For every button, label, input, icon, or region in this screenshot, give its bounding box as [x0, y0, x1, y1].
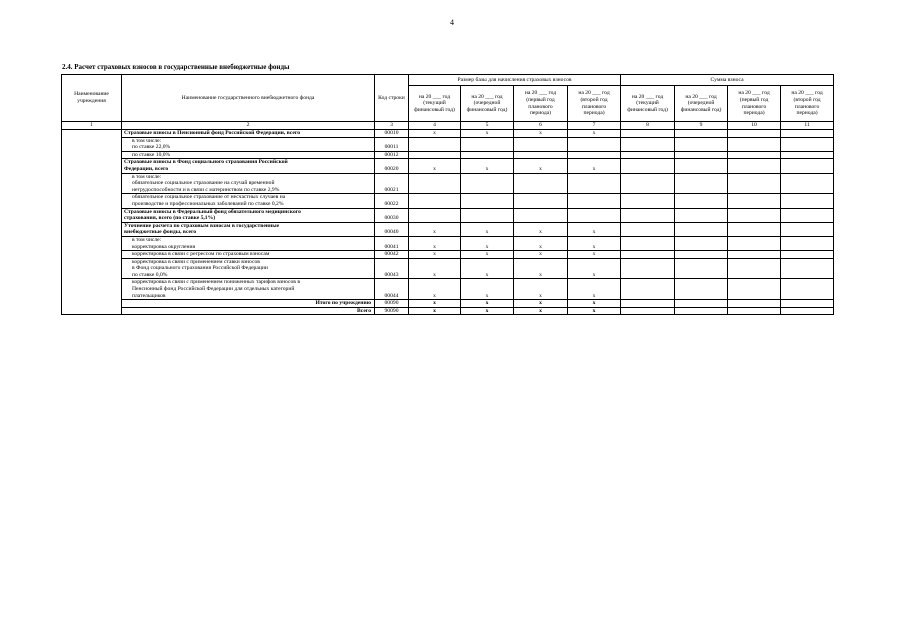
base-cell	[514, 137, 568, 151]
table-row	[62, 137, 834, 151]
row-name	[122, 236, 375, 250]
base-cell: x	[409, 300, 461, 308]
base-cell: x	[568, 300, 621, 308]
sum-cell[interactable]	[621, 208, 675, 222]
base-cell	[568, 151, 621, 159]
base-cell: x	[409, 222, 461, 236]
row-name	[122, 251, 375, 259]
row-name	[122, 159, 375, 173]
row-name	[122, 130, 375, 138]
header-year-col-5	[461, 86, 514, 122]
header-year-line: периода)	[529, 110, 552, 117]
sum-cell[interactable]	[728, 279, 781, 300]
column-number: 6	[514, 122, 568, 130]
header-year-line: (очередной	[687, 100, 715, 107]
base-cell	[461, 208, 514, 222]
sum-cell[interactable]	[728, 208, 781, 222]
table-row	[62, 279, 834, 300]
sum-cell[interactable]	[675, 258, 728, 279]
sum-cell[interactable]	[621, 151, 675, 159]
header-year-col-11	[781, 86, 834, 122]
total-label: Итого по учреждению	[122, 300, 375, 308]
section-title: 2.4. Расчет страховых взносов в государственные внебюджетные фонды	[62, 63, 290, 71]
row-name	[122, 151, 375, 159]
sum-cell[interactable]	[728, 194, 781, 208]
base-cell	[409, 194, 461, 208]
sum-cell[interactable]	[621, 130, 675, 138]
row-name-line: по ставке 10,0%	[132, 151, 171, 158]
base-cell: x	[514, 307, 568, 315]
header-year-line: периода)	[583, 110, 605, 117]
base-cell: x	[514, 222, 568, 236]
sum-cell[interactable]	[621, 173, 675, 194]
sum-cell[interactable]	[728, 251, 781, 259]
row-name-line: по ставке 22,0%	[132, 144, 171, 151]
header-year-line: на 20 ___ год	[524, 90, 557, 97]
row-name	[122, 258, 375, 279]
header-year-line: на 20 ___ год	[631, 93, 664, 100]
base-cell: x	[514, 300, 568, 308]
base-cell: x	[514, 130, 568, 138]
sum-cell[interactable]	[781, 151, 834, 159]
base-cell: x	[514, 279, 568, 300]
sum-cell[interactable]	[781, 279, 834, 300]
row-name	[122, 194, 375, 208]
table-row	[62, 159, 834, 173]
sum-cell[interactable]	[728, 258, 781, 279]
sum-cell[interactable]	[621, 258, 675, 279]
sum-cell[interactable]	[781, 208, 834, 222]
row-name-line: корректировка в связи с регрессом по страховым взносам	[132, 251, 270, 258]
base-cell	[514, 151, 568, 159]
sum-cell[interactable]	[675, 173, 728, 194]
row-name-line: Страховые взносы в Фонд социального страхования Российской	[124, 159, 288, 166]
sum-cell[interactable]	[728, 307, 781, 315]
base-cell	[409, 151, 461, 159]
sum-cell[interactable]	[728, 159, 781, 173]
base-cell: x	[568, 258, 621, 279]
base-cell: x	[514, 251, 568, 259]
base-cell: x	[568, 251, 621, 259]
base-cell	[514, 208, 568, 222]
row-code: 00010	[375, 130, 409, 138]
total-code: 90090	[375, 307, 409, 315]
header-year-line: на 20 ___ год	[578, 90, 610, 97]
row-name-line: плательщиков	[132, 292, 166, 299]
row-name-line: Пенсионный фонд Российской Федерации для отдельных категорий	[132, 286, 295, 293]
header-year-line: финансовый год)	[680, 106, 722, 113]
table-row	[62, 222, 834, 236]
base-cell: x	[461, 300, 514, 308]
row-code: 00022	[375, 194, 409, 208]
base-cell: x	[461, 307, 514, 315]
base-cell	[409, 173, 461, 194]
sum-cell[interactable]	[781, 222, 834, 236]
header-year-line: (первый год	[526, 96, 555, 103]
page-number: 4	[450, 18, 454, 27]
base-cell: x	[514, 258, 568, 279]
sum-cell[interactable]	[728, 236, 781, 250]
header-year-line: на 20 ___ год	[471, 93, 503, 100]
base-cell: x	[568, 222, 621, 236]
column-number: 2	[122, 122, 375, 130]
table-row	[62, 173, 834, 194]
row-name-line: в том числе:	[132, 173, 162, 180]
sum-cell[interactable]	[675, 251, 728, 259]
row-code: 00021	[375, 173, 409, 194]
header-year-line: на 20 ___ год	[738, 90, 770, 97]
header-year-line: (второй год	[580, 96, 608, 103]
base-cell	[461, 173, 514, 194]
row-name-line: корректировка округления	[132, 243, 196, 250]
row-name-line: в том числе:	[132, 236, 162, 243]
base-cell: x	[461, 258, 514, 279]
row-name-line: обязательное социальное страхование от несчастных случаев на	[132, 194, 286, 201]
sum-cell[interactable]	[675, 307, 728, 315]
base-cell	[568, 173, 621, 194]
total-row	[62, 307, 834, 315]
sum-cell[interactable]	[675, 137, 728, 151]
base-cell	[409, 137, 461, 151]
table-row	[62, 258, 834, 279]
column-number: 9	[675, 122, 728, 130]
base-cell	[568, 194, 621, 208]
row-code: 00011	[375, 137, 409, 151]
row-code: 00042	[375, 251, 409, 259]
sum-cell[interactable]	[621, 251, 675, 259]
row-name-line: внебюджетные фонды, всего	[124, 229, 197, 236]
base-cell: x	[461, 279, 514, 300]
sum-cell[interactable]	[781, 137, 834, 151]
base-cell	[409, 208, 461, 222]
header-year-line: планового	[741, 103, 767, 110]
header-institution: Наименование учреждения	[62, 75, 122, 122]
header-year-line: финансовый год)	[414, 106, 455, 113]
base-cell: x	[568, 307, 621, 315]
row-name	[122, 208, 375, 222]
header-year-line: на 20 ___ год	[418, 93, 451, 100]
column-number: 3	[375, 122, 409, 130]
sum-cell[interactable]	[675, 130, 728, 138]
row-code: 00043	[375, 258, 409, 279]
base-cell: x	[568, 159, 621, 173]
header-year-col-7	[568, 86, 621, 122]
header-code: Код строки	[375, 75, 409, 122]
row-name	[122, 137, 375, 151]
sum-cell[interactable]	[781, 300, 834, 308]
base-cell: x	[409, 258, 461, 279]
sum-cell[interactable]	[675, 208, 728, 222]
sum-cell[interactable]	[781, 307, 834, 315]
base-cell: x	[568, 236, 621, 250]
row-name-line: обязательное социальное страхование на случай временной	[132, 180, 275, 187]
sum-cell[interactable]	[621, 222, 675, 236]
row-name-line: Уточнение расчета по страховым взносам в государственные	[124, 222, 280, 229]
sum-cell[interactable]	[675, 236, 728, 250]
base-cell: x	[409, 236, 461, 250]
header-year-line: (первый год	[739, 96, 769, 103]
row-code: 00041	[375, 236, 409, 250]
base-cell: x	[461, 130, 514, 138]
sum-cell[interactable]	[675, 222, 728, 236]
row-name	[122, 279, 375, 300]
base-cell: x	[514, 236, 568, 250]
row-code: 00044	[375, 279, 409, 300]
header-year-line: финансовый год)	[627, 106, 668, 113]
sum-cell[interactable]	[621, 279, 675, 300]
total-code: 00090	[375, 300, 409, 308]
base-cell: x	[409, 251, 461, 259]
row-name-line: корректировка в связи с применением пониженных тарифов взносов в	[132, 279, 300, 286]
sum-cell[interactable]	[675, 159, 728, 173]
header-year-line: периода)	[796, 110, 818, 117]
header-year-line: финансовый год)	[466, 106, 508, 113]
column-number: 1	[62, 122, 122, 130]
header-year-line: планового	[528, 103, 553, 110]
row-name	[122, 173, 375, 194]
column-number: 5	[461, 122, 514, 130]
base-cell: x	[461, 236, 514, 250]
base-cell: x	[461, 222, 514, 236]
sum-cell[interactable]	[781, 258, 834, 279]
header-year-col-4	[409, 86, 461, 122]
sum-cell[interactable]	[621, 159, 675, 173]
sum-cell[interactable]	[781, 173, 834, 194]
header-year-col-6	[514, 86, 568, 122]
total-row	[62, 300, 834, 308]
base-cell: x	[568, 130, 621, 138]
base-cell	[568, 137, 621, 151]
sum-cell[interactable]	[781, 236, 834, 250]
sum-cell[interactable]	[728, 222, 781, 236]
row-name-line: Страховые взносы в Пенсионный фонд Российской Федерации, всего	[124, 130, 301, 136]
row-name-line: производстве и профессиональных заболеваний по ставке 0,2%	[132, 200, 284, 207]
row-name	[122, 222, 375, 236]
base-cell: x	[514, 159, 568, 173]
base-cell	[568, 208, 621, 222]
column-number: 4	[409, 122, 461, 130]
sum-cell[interactable]	[621, 137, 675, 151]
header-year-line: (текущий	[636, 100, 659, 107]
row-name-line: Страховые взносы в Федеральный фонд обязательного медицинского	[124, 208, 301, 215]
header-year-col-8	[621, 86, 675, 122]
sum-cell[interactable]	[728, 130, 781, 138]
table-row	[62, 151, 834, 159]
table-row	[62, 130, 834, 138]
sum-cell[interactable]	[675, 194, 728, 208]
column-number: 10	[728, 122, 781, 130]
header-year-line: (текущий	[423, 100, 446, 107]
table-row	[62, 208, 834, 222]
header-year-line: планового	[581, 103, 607, 110]
header-fund: Наименование государственного внебюджетного фонда	[122, 75, 375, 122]
total-label: Всего	[122, 307, 375, 315]
sum-cell[interactable]	[728, 300, 781, 308]
column-number: 8	[621, 122, 675, 130]
table-row	[62, 251, 834, 259]
header-year-line: на 20 ___ год	[685, 93, 717, 100]
sum-cell[interactable]	[675, 151, 728, 159]
header-sum-group: Сумма взноса	[621, 75, 834, 86]
sum-cell[interactable]	[781, 251, 834, 259]
sum-cell[interactable]	[728, 151, 781, 159]
sum-cell[interactable]	[781, 130, 834, 138]
base-cell: x	[409, 159, 461, 173]
sum-cell[interactable]	[728, 137, 781, 151]
header-year-line: (очередной	[473, 100, 501, 107]
row-name-line: Федерации, всего	[124, 165, 169, 172]
sum-cell[interactable]	[621, 194, 675, 208]
header-year-line: на 20 ___ год	[791, 90, 823, 97]
base-cell: x	[409, 130, 461, 138]
base-cell	[514, 173, 568, 194]
sum-cell[interactable]	[675, 300, 728, 308]
sum-cell[interactable]	[621, 236, 675, 250]
row-name-line: нетрудоспособности и в связи с материнством по ставке 2,9%	[132, 186, 280, 193]
header-year-col-9	[675, 86, 728, 122]
table-row	[62, 236, 834, 250]
base-cell: x	[409, 307, 461, 315]
header-year-line: планового	[794, 103, 820, 110]
sum-cell[interactable]	[728, 173, 781, 194]
row-name-line: корректировка в связи с применением ставки взносов	[132, 258, 260, 265]
contributions-table	[61, 74, 834, 315]
sum-cell[interactable]	[781, 194, 834, 208]
row-code: 00020	[375, 159, 409, 173]
header-base-group: Размер базы для начисления страховых взносов	[409, 75, 621, 86]
sum-cell[interactable]	[621, 300, 675, 308]
base-cell	[514, 194, 568, 208]
institution-name-cell[interactable]	[62, 130, 122, 315]
column-number: 11	[781, 122, 834, 130]
base-cell: x	[568, 279, 621, 300]
base-cell: x	[461, 159, 514, 173]
sum-cell[interactable]	[781, 159, 834, 173]
row-name-line: в Фонд социального страхования Российской Федерации	[132, 265, 268, 272]
base-cell	[461, 151, 514, 159]
row-name-line: по ставке 0,0%	[132, 271, 168, 278]
base-cell: x	[409, 279, 461, 300]
row-code: 00040	[375, 222, 409, 236]
header-year-line: периода)	[743, 110, 765, 117]
base-cell: x	[461, 251, 514, 259]
base-cell	[461, 194, 514, 208]
header-year-col-10	[728, 86, 781, 122]
row-name-line: в том числе:	[132, 137, 162, 144]
header-year-line: (второй год	[793, 96, 821, 103]
sum-cell[interactable]	[621, 307, 675, 315]
table-row	[62, 194, 834, 208]
base-cell	[461, 137, 514, 151]
column-number: 7	[568, 122, 621, 130]
row-name-line: страхования, всего (по ставке 5,1%)	[124, 215, 216, 222]
row-code: 00030	[375, 208, 409, 222]
row-code: 00012	[375, 151, 409, 159]
sum-cell[interactable]	[675, 279, 728, 300]
